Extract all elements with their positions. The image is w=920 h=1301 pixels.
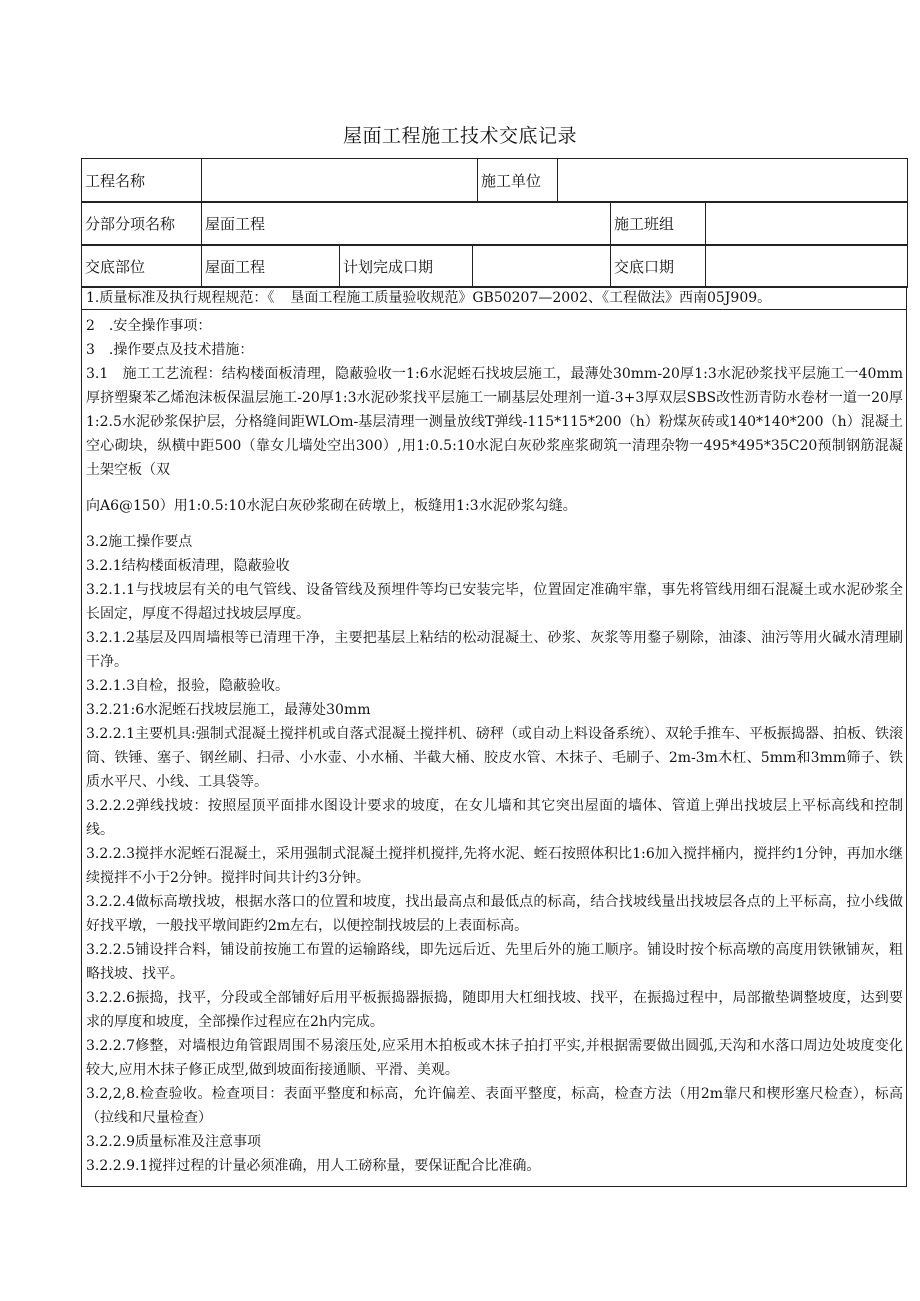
body-heading: 3.2.1结构楼面板清理，隐蔽验收: [86, 558, 290, 574]
team-value: [706, 202, 908, 246]
team-label: 施工班组: [611, 202, 706, 246]
body-paragraph: 3.1 施工工艺流程：结构楼面板清理，隐蔽验收一1:6水泥蛭石找坡层施工，最薄处30mm-20厚1:3水泥砂浆找平层施工一40mm厚挤塑聚苯乙烯泡沫板保温层施工-20厚1:3水泥砂浆找平层施工一刷基层处理剂一道-3+3厚双层SBS改性沥青防水卷材一道一20厚1:2.5水泥砂浆保护层，分格缝间距WLOm-基层清理一测量放线T弹线-115*115*200（h）粉煤灰砖或140*140*200（h）混凝土空心砌块，纵横中距500（靠女儿墙处空出300）,用1:0.5:10水泥白灰砂浆座浆砌筑一清理杂物一495*495*35C20预制钢筋混凝土架空板（双: [86, 366, 903, 478]
subproject-label: 分部分项名称: [82, 202, 202, 246]
body-heading: 3.2.21:6水泥蛭石找坡层施工，最薄处30mm: [86, 702, 371, 718]
standards-text-part1: 1.质量标准及执行规程规范：《: [86, 290, 275, 306]
standards-row: [81, 286, 907, 310]
header-table-row1: [81, 158, 908, 203]
subproject-value: 屋面工程: [202, 202, 611, 246]
project-name-value: [202, 159, 478, 203]
part-value: 屋面工程: [202, 245, 340, 288]
body-paragraph: 3.2.2.1主要机具:强制式混凝土搅拌机或自落式混凝土搅拌机、磅秤（或自动上料设备系统）、双轮手推车、平板振捣器、拍板、铁滚筒、铁锤、塞子、钢丝刷、扫帚、小水壶、小水桶、半截大桶、胶皮水管、木抹子、毛刷子、2m-3m木杠、5mm和3mm筛子、铁质水平尺、小线、工具袋等。: [86, 726, 903, 790]
body-paragraph: 向A6@150）用1:0.5:10水泥白灰砂浆砌在砖墩上，板缝用1:3水泥砂浆勾缝。: [86, 498, 577, 514]
body-paragraph: 3.2.2.6振捣，找平，分段或全部铺好后用平板振捣器振捣，随即用大杠细找坡、找平，在振捣过程中，局部撤垫调整坡度，达到要求的厚度和坡度，全部操作过程应在2h内完成。: [86, 990, 903, 1030]
body-line: 2 .安全操作事项：: [86, 318, 212, 334]
header-table-row2: [81, 201, 908, 246]
body-paragraph: 3.2.2.5铺设拌合料，铺设前按施工布置的运输路线，即先远后近、先里后外的施工顺序。铺设时按个标高墩的高度用铁锹铺灰，粗略找坡、找平。: [86, 942, 903, 982]
body-heading: 3.2施工操作要点: [86, 534, 193, 550]
body-paragraph: 3.2.1.1与找坡层有关的电气管线、设备管线及预埋件等均已安装完毕，位置固定准确牢靠，事先将管线用细石混凝土或水泥砂浆全长固定，厚度不得超过找坡层厚度。: [86, 582, 903, 622]
plan-date-label: 计划完成口期: [340, 245, 473, 288]
body-paragraph: 3.2.1.3自检，报验，隐蔽验收。: [86, 678, 289, 694]
handover-date-label: 交底口期: [611, 245, 706, 288]
body-paragraph: 3.2.2.9.1搅拌过程的计量必须准确，用人工磅称量，要保证配合比准确。: [86, 1158, 541, 1174]
standards-text-part2: 垦面工程施工质量验收规范》GB50207—2002、《工程做法》西南05J909。: [290, 290, 772, 306]
body-paragraph: 3.2.2.4做标高墩找坡，根据水落口的位置和坡度，找出最高点和最低点的标高，结合找坡线量出找坡层各点的上平标高，拉小线做好找平墩，一般找平墩间距约2m左右，以便控制找坡层的上表面标高。: [86, 894, 903, 934]
instructions-body: [81, 310, 907, 1187]
plan-date-value: [473, 245, 611, 288]
body-heading: 3.2.2.9质量标准及注意事项: [86, 1134, 261, 1150]
project-name-label: 工程名称: [82, 159, 202, 203]
header-table-row3: [81, 244, 908, 288]
construction-unit-value: [558, 159, 908, 203]
body-paragraph: 3.2.1.2基层及四周墙根等已清理干净，主要把基层上粘结的松动混凝土、砂浆、灰浆等用鍪子剔除，油漆、油污等用火碱水清理刷干净。: [86, 630, 903, 670]
part-label: 交底部位: [82, 245, 202, 288]
body-paragraph: 3.2,2,8.检查验收。检查项目：表面平整度和标高，允许偏差、表面平整度，标高，检查方法（用2m靠尺和楔形塞尺检查），标高（拉线和尺量检查）: [86, 1086, 903, 1126]
body-line: 3 .操作要点及技术措施：: [86, 342, 254, 358]
handover-date-value: [706, 245, 908, 288]
construction-unit-label: 施工单位: [478, 159, 558, 203]
page-title: 屋面工程施工技术交底记录: [342, 125, 577, 147]
body-paragraph: 3.2.2.2弹线找坡：按照屋顶平面排水图设计要求的坡度，在女儿墙和其它突出屋面的墙体、管道上弹出找坡层上平标高线和控制线。: [86, 798, 903, 838]
body-paragraph: 3.2.2.3搅拌水泥蛭石混凝土，采用强制式混凝土搅拌机搅拌,先将水泥、蛭石按照体积比1:6加入搅拌桶内，搅拌约1分钟，再加水继续搅拌不小于2分钟。搅拌时间共计约3分钟。: [86, 846, 903, 886]
body-paragraph: 3.2.2.7修整，对墙根边角管跟周围不易滚压处,应采用木拍板或木抹子拍打平实,并根据需要做出圆弧,天沟和水落口周边处坡度变化较大,应用木抹子修正成型,做到坡面衔接通顺、平滑、美观。: [86, 1038, 903, 1078]
